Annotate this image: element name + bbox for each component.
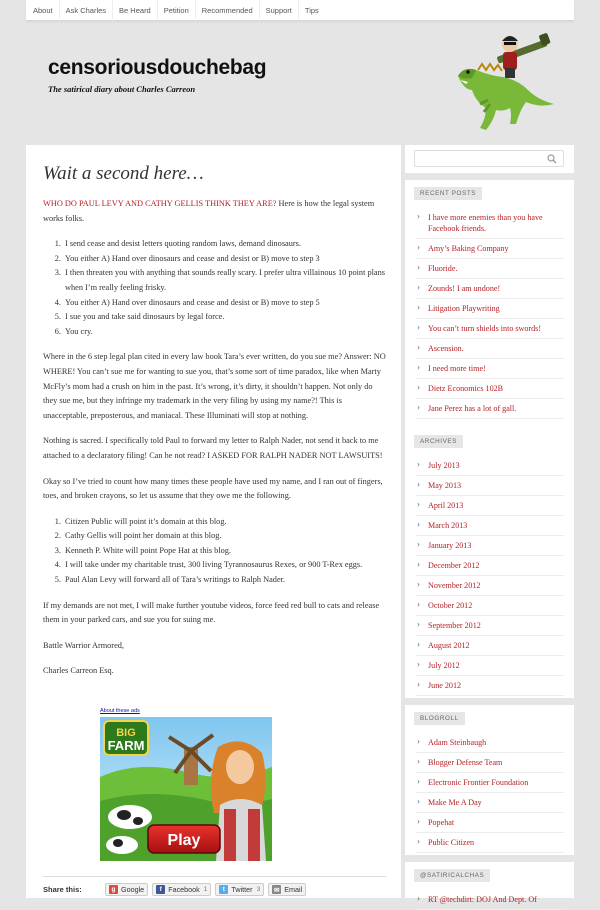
list-item: 1. I send cease and desist letters quoting random laws, demand dinosaurs. — [63, 237, 386, 252]
site-title[interactable]: censoriousdouchebag — [48, 56, 267, 79]
list-item: 2. You either A) Hand over dinosaurs and cease and desist or B) move to step 3 — [63, 252, 386, 267]
blogroll-link[interactable]: › Public Citizen — [416, 833, 564, 853]
twitter-widget-title: @SATIRICALCHAS — [414, 869, 490, 882]
share-bar — [43, 876, 386, 896]
archive-link[interactable]: › September 2012 — [416, 616, 564, 636]
recent-post-link[interactable]: › I need more time! — [416, 359, 564, 379]
post-title[interactable]: Wait a second here… — [43, 163, 204, 184]
legal-steps-list — [63, 237, 386, 339]
top-navigation — [26, 0, 574, 21]
list-item: 5. Paul Alan Levy will forward all of Tara’s writings to Ralph Nader. — [63, 573, 386, 588]
post-paragraph: If my demands are not met, I will make further youtube videos, force feed red bull to cats and release them in your parked cars, and sue you for suing me. — [43, 600, 380, 625]
dinosaur-rider-mascot-icon — [448, 30, 564, 138]
list-item: 3. Kenneth P. White will point Pope Hat at this blog. — [63, 544, 386, 559]
share-facebook-label: Facebook — [168, 885, 200, 894]
ad-play-button-label: Play — [167, 832, 201, 849]
archives-title: ARCHIVES — [414, 435, 463, 448]
site-description: The satirical diary about Charles Carreon — [48, 84, 196, 94]
archive-link[interactable]: › October 2012 — [416, 596, 564, 616]
share-email-label: Email — [284, 885, 303, 894]
recent-post-link[interactable]: › Ascension. — [416, 339, 564, 359]
archive-link[interactable]: › January 2013 — [416, 536, 564, 556]
twitter-widget — [405, 862, 574, 904]
tweets-list — [416, 890, 564, 910]
google-plus-icon: g — [109, 885, 118, 894]
search-input[interactable] — [414, 150, 564, 167]
recent-post-link[interactable]: › Amy’s Baking Company — [416, 239, 564, 259]
nav-ask-charles[interactable]: Ask Charles — [59, 0, 112, 21]
post-intro-text: Here is how the legal system works folks. — [43, 199, 375, 223]
recent-posts-list — [416, 208, 564, 419]
nav-support[interactable]: Support — [259, 0, 298, 21]
list-item: 4. You either A) Hand over dinosaurs and cease and desist or B) move to step 5 — [63, 296, 386, 311]
twitter-icon: t — [219, 885, 228, 894]
blogroll-link[interactable]: › Electronic Frontier Foundation — [416, 773, 564, 793]
nav-petition[interactable]: Petition — [157, 0, 195, 21]
archive-link[interactable]: › December 2012 — [416, 556, 564, 576]
share-twitter-button[interactable] — [215, 883, 264, 896]
demands-list — [63, 515, 386, 588]
list-item: 6. You cry. — [63, 325, 386, 340]
about-ads-link[interactable]: About these ads — [100, 708, 140, 714]
post-signature: Charles Carreon Esq. — [43, 666, 114, 676]
big-farm-ad-banner[interactable] — [100, 717, 272, 861]
archives-widget — [405, 428, 574, 698]
archive-link[interactable]: › March 2013 — [416, 516, 564, 536]
archives-list — [416, 456, 564, 696]
ad-logo-line1: BIG — [116, 727, 136, 739]
nav-about[interactable]: About — [33, 6, 53, 15]
archive-link[interactable]: › August 2012 — [416, 636, 564, 656]
blogroll-link[interactable]: › Make Me A Day — [416, 793, 564, 813]
main-content — [26, 145, 401, 898]
archive-link[interactable]: › June 2012 — [416, 676, 564, 696]
post-paragraph: Battle Warrior Armored, — [43, 640, 124, 650]
post-intro — [43, 197, 386, 226]
advertisement — [100, 708, 272, 861]
tweet-item[interactable]: › RT @techdirt: DOJ And Dept. Of — [416, 890, 564, 910]
recent-post-link[interactable]: › You can’t turn shields into swords! — [416, 319, 564, 339]
nav-tips[interactable]: Tips — [298, 0, 325, 21]
archive-link[interactable]: › July 2013 — [416, 456, 564, 476]
blogroll-link[interactable]: › Adam Steinbaugh — [416, 733, 564, 753]
nav-recommended[interactable]: Recommended — [195, 0, 259, 21]
search-widget — [405, 145, 574, 173]
archive-link[interactable]: › April 2013 — [416, 496, 564, 516]
blogroll-title: BLOGROLL — [414, 712, 465, 725]
post-intro-highlight: WHO DO PAUL LEVY AND CATHY GELLIS THINK THEY ARE? — [43, 199, 277, 208]
recent-post-link[interactable]: › Jane Perez has a lot of gall. — [416, 399, 564, 419]
blogroll-widget — [405, 705, 574, 855]
share-twitter-count: 3 — [256, 886, 261, 893]
archive-link[interactable]: › July 2012 — [416, 656, 564, 676]
email-icon: ✉ — [273, 886, 280, 894]
blogroll-link[interactable]: › Blogger Defense Team — [416, 753, 564, 773]
post-paragraph: Where in the 6 step legal plan cited in every law book Tara’s ever written, do you sue me? Answer: NO WHERE! You can’t sue me for wanting to sue you, that’s some sort of time paradox, like when Marty McFly’s mom had a crush on him in the past. It’s wrong, it’s dirty, it shouldn’t happen. Not only do they sue me, but they infringe my trademark in the very filing by using my name?! This is unacceptable, preposterous, and maniacal. These Illuminati will stop at nothing. — [43, 352, 386, 420]
nav-be-heard[interactable]: Be Heard — [112, 0, 157, 21]
ad-logo-line2: FARM — [107, 738, 145, 753]
post-paragraph: Okay so I’ve tried to count how many times these people have used my name, and I ran out of fingers, toes, and broken crayons, so let us assume that they owe me the following. — [43, 476, 383, 501]
list-item: 5. I sue you and take said dinosaurs by legal force. — [63, 310, 386, 325]
share-email-button[interactable] — [268, 883, 306, 896]
share-google-label: Google — [121, 885, 145, 894]
archive-link[interactable]: › November 2012 — [416, 576, 564, 596]
post-paragraph: Nothing is sacred. I specifically told Paul to forward my letter to Ralph Nader, not send it back to me attached to a declaratory filing! Can he not read? I ASKED FOR RALPH NADER NOT LAWSUITS! — [43, 436, 383, 460]
archive-link[interactable]: › May 2013 — [416, 476, 564, 496]
post-body — [43, 197, 386, 690]
list-item: 4. I will take under my charitable trust, 300 living Tyrannosaurus Rexes, or 900 T-Rex eggs. — [63, 558, 386, 573]
blogroll-list — [416, 733, 564, 853]
recent-post-link[interactable]: › I have more enemies than you have Facebook friends. — [416, 208, 564, 239]
share-twitter-label: Twitter — [231, 885, 253, 894]
share-facebook-count: 1 — [203, 886, 208, 893]
list-item: 1. Citizen Public will point it’s domain at this blog. — [63, 515, 386, 530]
search-icon[interactable] — [547, 154, 557, 164]
blogroll-link[interactable]: › Popehat — [416, 813, 564, 833]
recent-posts-title: RECENT POSTS — [414, 187, 482, 200]
recent-post-link[interactable]: › Fluoride. — [416, 259, 564, 279]
share-facebook-button[interactable] — [152, 883, 211, 896]
facebook-icon: f — [156, 885, 165, 894]
recent-post-link[interactable]: › Litigation Playwriting — [416, 299, 564, 319]
list-item: 3. I then threaten you with anything that sounds really scary. I prefer ultra villainous 10 point plans when I’m really feeling frisky. — [63, 266, 386, 295]
share-google-button[interactable] — [105, 883, 148, 896]
recent-post-link[interactable]: › Dietz Economics 102B — [416, 379, 564, 399]
share-label: Share this: — [43, 885, 82, 894]
recent-post-link[interactable]: › Zounds! I am undone! — [416, 279, 564, 299]
list-item: 2. Cathy Gellis will point her domain at this blog. — [63, 529, 386, 544]
